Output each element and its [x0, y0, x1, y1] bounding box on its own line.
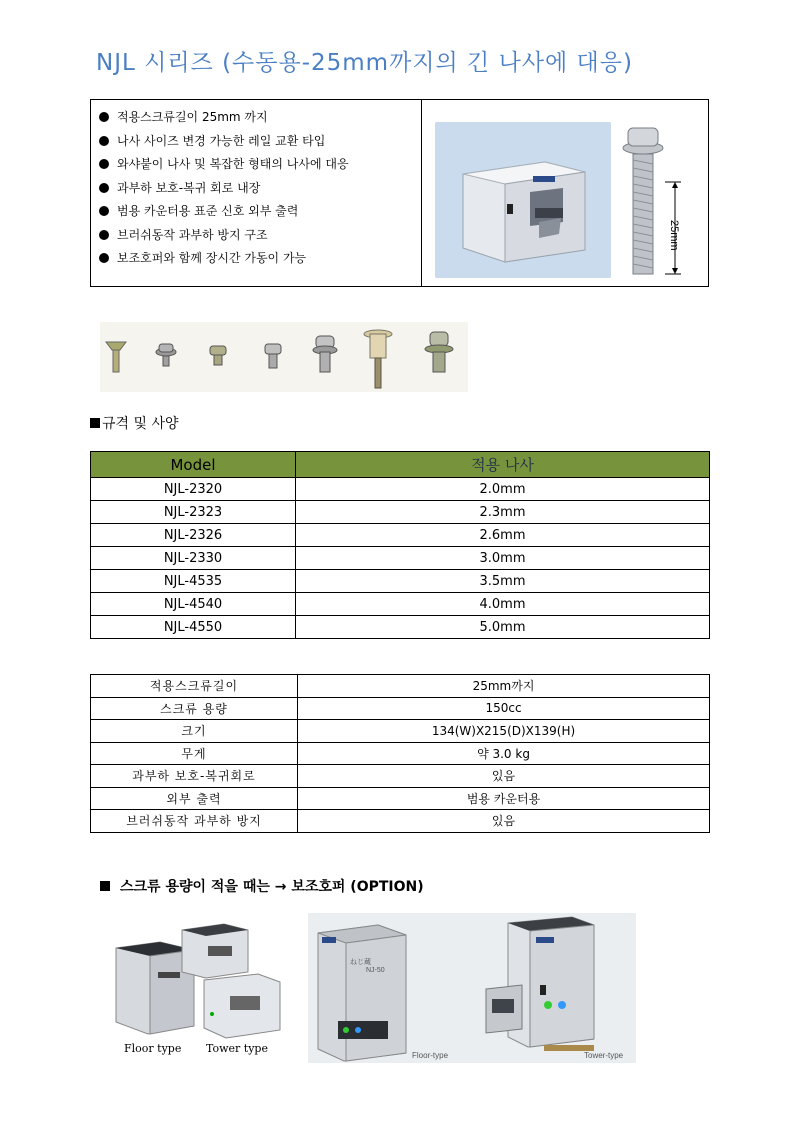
bullet-icon — [99, 159, 109, 169]
feature-text: 와샤붙이 나사 및 복잡한 형태의 나사에 대응 — [117, 157, 349, 171]
feature-box — [90, 99, 709, 287]
bullet-icon — [99, 253, 109, 263]
model-cell: NJL-2320 — [91, 478, 296, 501]
table-row — [91, 810, 710, 833]
table-row — [91, 697, 710, 720]
hopper-option-image-a — [108, 918, 288, 1060]
column-header-screw: 적용 나사 — [296, 452, 710, 478]
spec-key-cell: 외부 출력 — [91, 787, 298, 810]
table-row — [91, 765, 710, 788]
spec-value-cell: 150cc — [298, 697, 710, 720]
screw-samples-image — [100, 322, 468, 392]
bullet-icon — [99, 206, 109, 216]
spec-value-cell: 134(W)X215(D)X139(H) — [298, 720, 710, 743]
table-header-row — [91, 452, 710, 478]
spec-key-cell: 과부하 보호-복귀회로 — [91, 765, 298, 788]
spec-value-cell: 범용 카운터용 — [298, 787, 710, 810]
table-row — [91, 787, 710, 810]
feature-text: 과부하 보호-복귀 회로 내장 — [117, 180, 261, 195]
caption-floor-type: Floor type — [124, 1042, 182, 1055]
square-bullet-icon — [100, 881, 110, 891]
screw-size-cell: 2.3mm — [296, 501, 710, 524]
model-cell: NJL-4550 — [91, 616, 296, 639]
spec-heading — [90, 413, 179, 433]
option-heading-text: 스크류 용량이 적을 때는 → 보조호퍼 (OPTION) — [120, 879, 424, 895]
model-table — [90, 451, 710, 639]
bullet-icon — [99, 183, 109, 193]
table-row — [91, 478, 710, 501]
feature-item — [99, 200, 349, 224]
bullet-icon — [99, 136, 109, 146]
feature-text: 나사 사이즈 변경 가능한 레일 교환 타입 — [117, 133, 326, 148]
screw-size-cell: 4.0mm — [296, 593, 710, 616]
model-cell: NJL-2323 — [91, 501, 296, 524]
feature-item — [99, 106, 349, 130]
table-row — [91, 501, 710, 524]
feature-text: 범용 카운터용 표준 신호 외부 출력 — [117, 204, 299, 218]
page-title: NJL 시리즈 (수동용-25mm까지의 긴 나사에 대응) — [96, 50, 633, 76]
model-cell: NJL-4535 — [91, 570, 296, 593]
table-row — [91, 570, 710, 593]
screw-size-cell: 5.0mm — [296, 616, 710, 639]
spec-value-cell: 있음 — [298, 810, 710, 833]
feature-item — [99, 130, 349, 154]
model-cell: NJL-2326 — [91, 524, 296, 547]
screw-size-cell: 3.0mm — [296, 547, 710, 570]
model-cell: NJL-2330 — [91, 547, 296, 570]
spec-value-cell: 있음 — [298, 765, 710, 788]
square-bullet-icon — [90, 418, 100, 428]
feature-text: 보조호퍼와 함께 장시간 가동이 가능 — [117, 251, 307, 265]
spec-key-cell: 크기 — [91, 720, 298, 743]
screw-dimension-image — [619, 108, 699, 280]
table-row — [91, 742, 710, 765]
feature-item — [99, 177, 349, 201]
table-row — [91, 547, 710, 570]
caption-floor-type-b: Floor-type — [412, 1051, 449, 1060]
feature-item — [99, 224, 349, 248]
device-model-label: NJ-50 — [366, 967, 385, 974]
column-header-model: Model — [91, 452, 296, 478]
option-heading — [100, 876, 424, 896]
spec-key-cell: 무게 — [91, 742, 298, 765]
feature-text: 브러쉬동작 과부하 방지 구조 — [117, 227, 268, 242]
feature-text: 적용스크류길이 25mm 까지 — [117, 110, 268, 124]
caption-tower-type: Tower type — [206, 1042, 268, 1055]
table-row — [91, 675, 710, 698]
spec-key-cell: 적용스크류길이 — [91, 675, 298, 698]
screw-size-cell: 2.0mm — [296, 478, 710, 501]
feature-item — [99, 153, 349, 177]
spec-value-cell: 25mm까지 — [298, 675, 710, 698]
spec-table — [90, 674, 710, 833]
table-row — [91, 524, 710, 547]
screw-dimension-label: 25mm — [668, 220, 680, 251]
table-row — [91, 616, 710, 639]
table-row — [91, 593, 710, 616]
feature-item — [99, 247, 349, 271]
screw-size-cell: 3.5mm — [296, 570, 710, 593]
bullet-icon — [99, 230, 109, 240]
feature-list — [99, 106, 349, 271]
feeder-product-image — [435, 122, 611, 278]
feature-divider — [421, 100, 422, 286]
bullet-icon — [99, 112, 109, 122]
device-brand-label: ねじ蔵 — [350, 959, 371, 966]
model-cell: NJL-4540 — [91, 593, 296, 616]
spec-key-cell: 브러쉬동작 과부하 방지 — [91, 810, 298, 833]
hopper-option-image-b — [308, 913, 636, 1063]
spec-key-cell: 스크류 용량 — [91, 697, 298, 720]
spec-heading-text: 규격 및 사양 — [102, 416, 179, 432]
table-row — [91, 720, 710, 743]
screw-size-cell: 2.6mm — [296, 524, 710, 547]
spec-value-cell: 약 3.0 kg — [298, 742, 710, 765]
caption-tower-type-b: Tower-type — [584, 1051, 624, 1060]
